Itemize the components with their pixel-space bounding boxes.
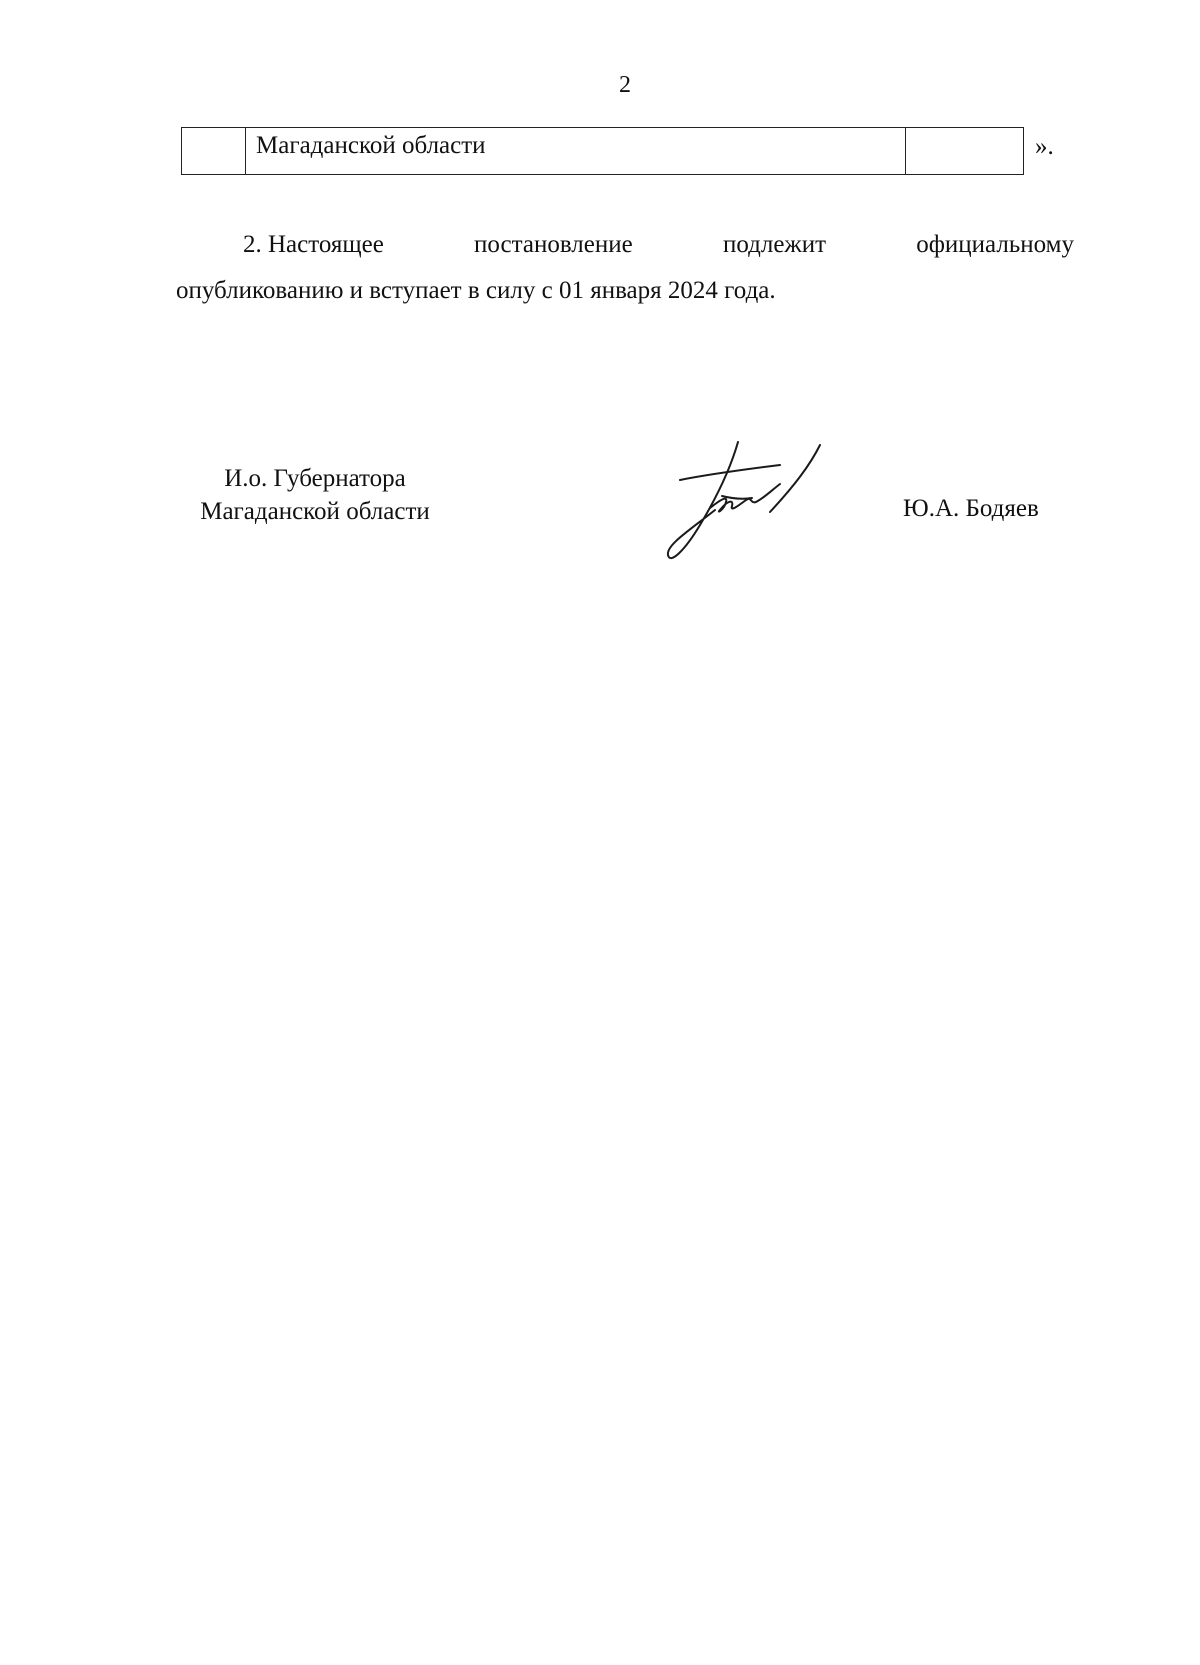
signer-name: Ю.А. Бодяев <box>903 495 1039 522</box>
paragraph-2 <box>176 222 1074 314</box>
signatory-title-line-1: И.о. Губернатора <box>224 465 406 492</box>
table-cell-number <box>182 128 246 174</box>
table-row <box>181 127 1024 175</box>
signatory-title <box>180 462 450 528</box>
paragraph-word: 2. Настоящее <box>243 231 384 258</box>
closing-quote: ». <box>1035 133 1054 160</box>
signatory-title-line-2: Магаданской области <box>200 498 430 525</box>
handwritten-signature <box>660 440 840 570</box>
paragraph-word: постановление <box>474 231 633 258</box>
paragraph-line-1 <box>176 222 1074 268</box>
paragraph-word: официальному <box>916 231 1074 258</box>
paragraph-line-2: опубликованию и вступает в силу с 01 января 2024 года. <box>176 277 776 304</box>
table-cell-name: Магаданской области <box>246 128 906 174</box>
page-number: 2 <box>619 72 631 98</box>
paragraph-word: подлежит <box>722 231 826 258</box>
table-cell-extra <box>906 128 1023 174</box>
